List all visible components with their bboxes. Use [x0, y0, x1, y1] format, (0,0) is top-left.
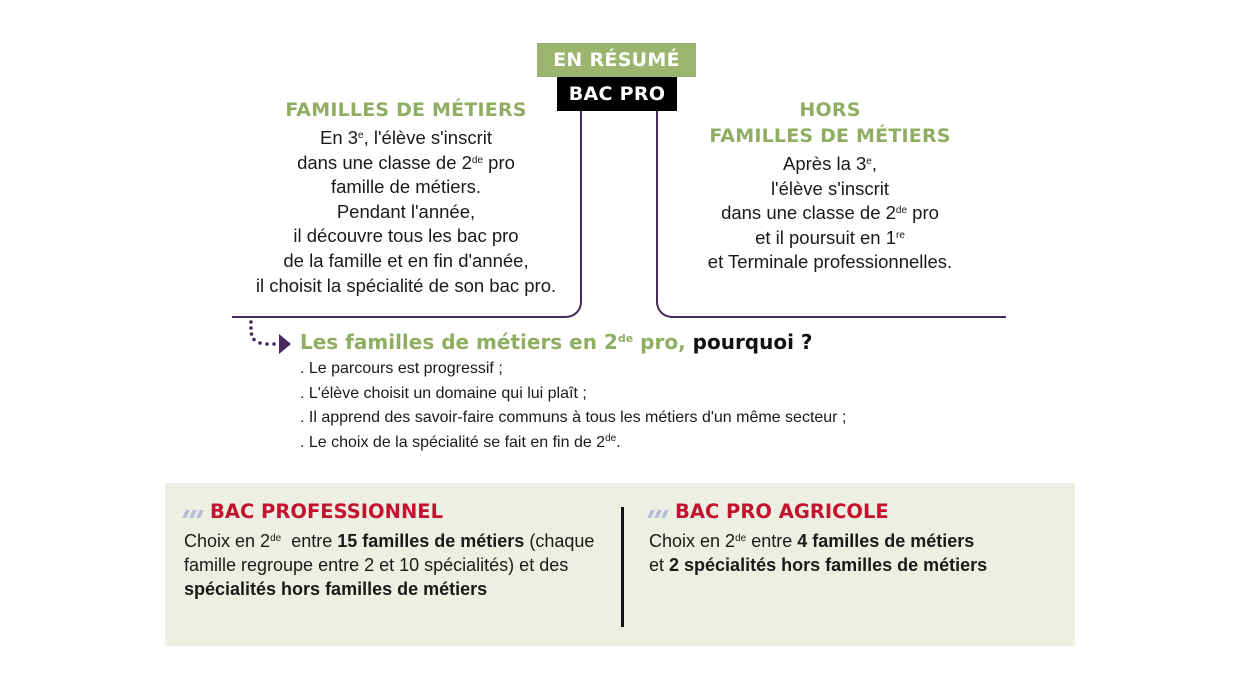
- column-hors-familles-de-metiers: [660, 97, 1000, 275]
- summary-body: Choix en 2de entre 15 familles de métiers (chaque famille regroupe entre 2 et 10 spécialités) et des spécialités hors familles de métiers: [184, 531, 595, 599]
- summary-bac-professionnel: [184, 497, 604, 601]
- why-heading: [300, 330, 813, 354]
- list-item: . Il apprend des savoir-faire communs à tous les métiers d'un même secteur ;: [300, 409, 847, 426]
- summary-title-text: BAC PROFESSIONNEL: [210, 499, 444, 523]
- text-line: dans une classe de 2de pro: [721, 202, 939, 224]
- page-title: BAC PRO: [557, 77, 677, 111]
- column-familles-de-metiers: [232, 97, 580, 298]
- why-heading-question: pourquoi ?: [685, 330, 813, 354]
- list-item: . Le choix de la spécialité se fait en fin de 2de.: [300, 432, 621, 451]
- slashes-icon: [649, 510, 667, 518]
- why-heading-green: Les familles de métiers en 2de pro,: [300, 330, 686, 354]
- column-title: FAMILLES DE MÉTIERS: [285, 99, 527, 121]
- summary-body: Choix en 2de entre 4 familles de métiers et 2 spécialités hors familles de métiers: [649, 531, 988, 575]
- text-line: l'élève s'inscrit: [770, 177, 890, 199]
- text-line: il découvre tous les bac pro: [293, 225, 519, 247]
- dotted-arrow-icon: [246, 320, 298, 356]
- list-item: . L'élève choisit un domaine qui lui plaît ;: [300, 384, 587, 402]
- text-line: Après la 3e,: [783, 153, 877, 174]
- summary-tag: EN RÉSUMÉ: [537, 43, 696, 77]
- text-line: dans une classe de 2de pro: [297, 151, 515, 173]
- column-body: [232, 126, 580, 298]
- text-line: famille de métiers.: [330, 176, 482, 198]
- summary-bac-pro-agricole: [649, 497, 1069, 577]
- list-item: . Le parcours est progressif ;: [300, 360, 503, 377]
- text-line: En 3e, l'élève s'inscrit: [319, 127, 492, 148]
- column-body: [660, 152, 1000, 275]
- slashes-icon: [184, 510, 202, 518]
- text-line: il choisit la spécialité de son bac pro.: [255, 274, 557, 296]
- text-line: et il poursuit en 1re: [755, 226, 905, 248]
- summary-title: [649, 497, 1069, 525]
- summary-divider: [621, 507, 624, 627]
- text-line: de la famille et en fin d'année,: [283, 249, 529, 271]
- column-title-line: FAMILLES DE MÉTIERS: [709, 125, 951, 147]
- summary-title: [184, 497, 604, 525]
- column-title-line: HORS: [799, 99, 861, 121]
- why-list: [300, 357, 846, 455]
- summary-title-text: BAC PRO AGRICOLE: [675, 499, 889, 523]
- text-line: Pendant l'année,: [336, 200, 476, 222]
- column-title: [660, 97, 1000, 149]
- text-line: et Terminale professionnelles.: [707, 251, 953, 273]
